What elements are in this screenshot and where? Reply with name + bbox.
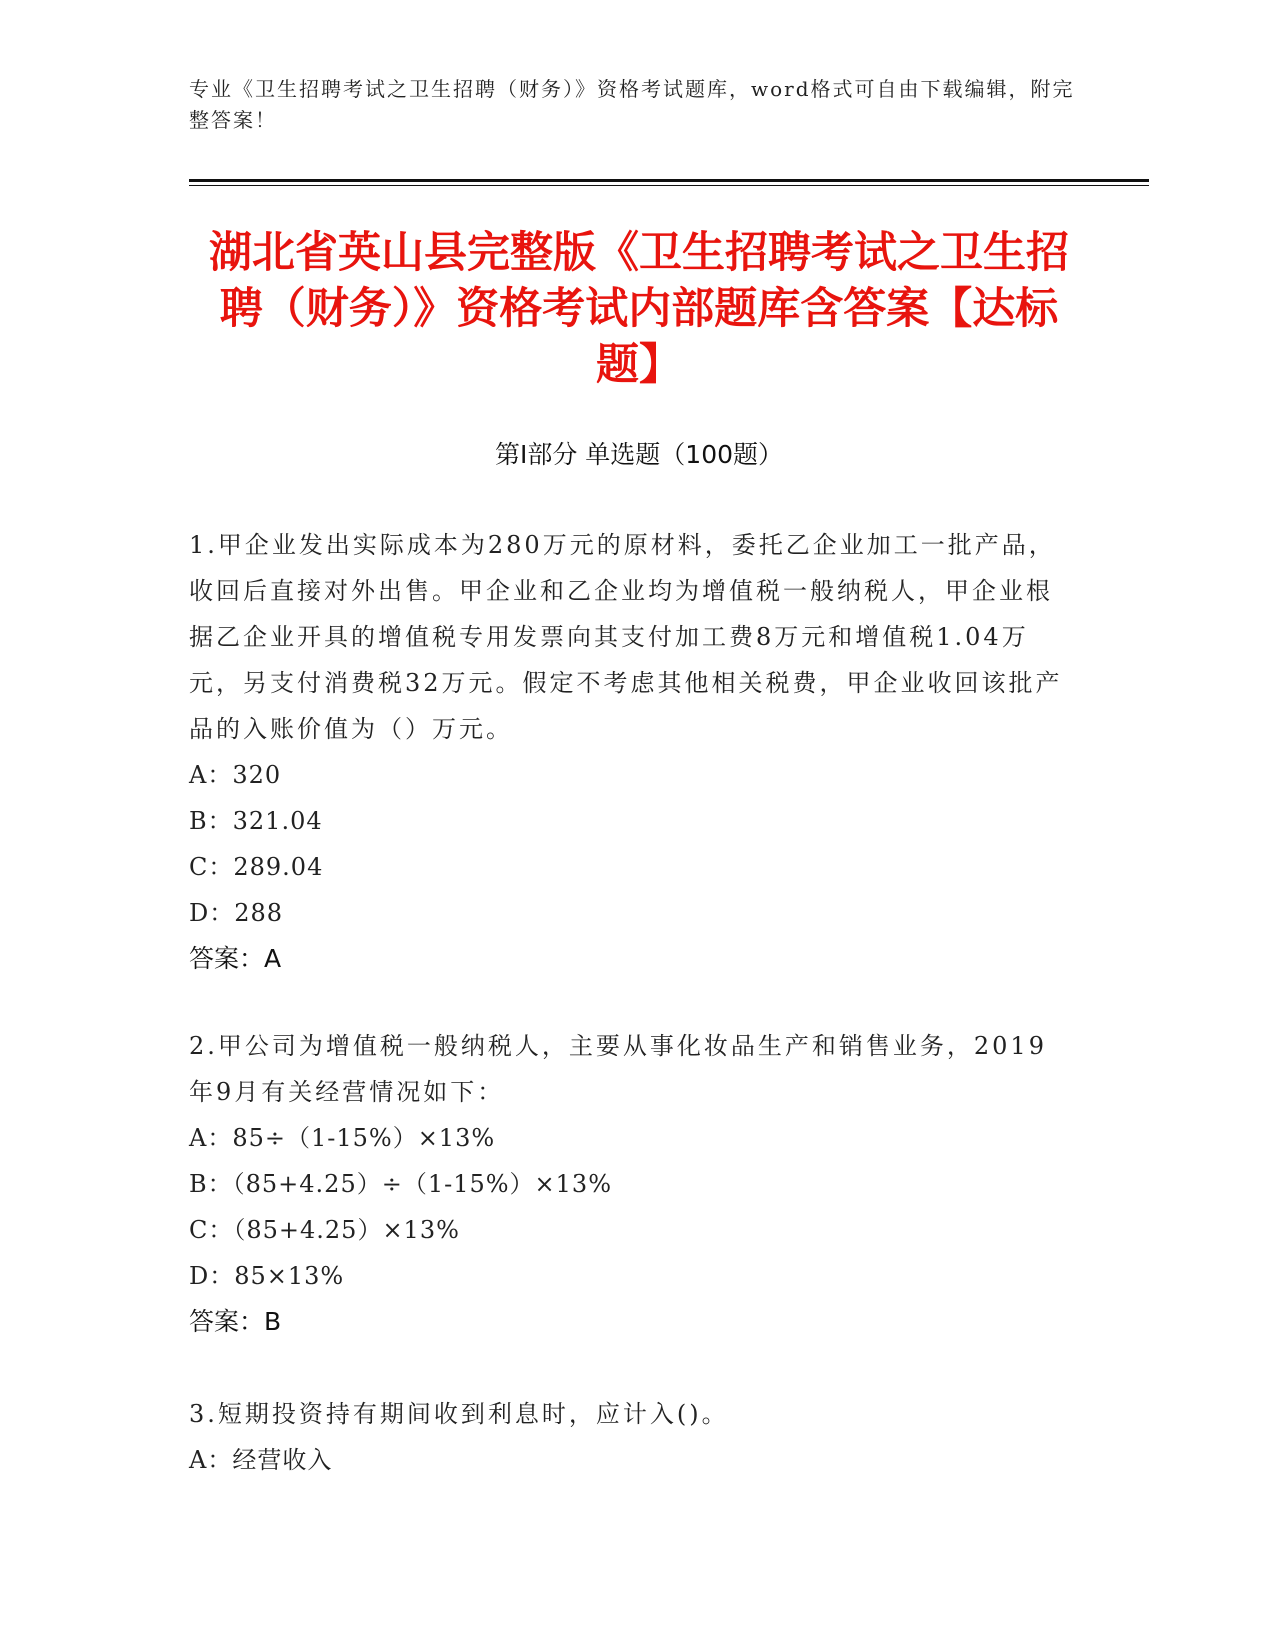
header-divider-thick	[189, 179, 1149, 182]
option-a: A：320	[189, 761, 282, 789]
option-b: B：（85+4.25）÷（1-15%）×13%	[189, 1170, 613, 1198]
header-note: 专业《卫生招聘考试之卫生招聘（财务）》资格考试题库，word格式可自由下载编辑，附完整答案！	[189, 77, 1075, 132]
option-a: A：经营收入	[189, 1446, 333, 1474]
question-stem: 1.甲企业发出实际成本为280万元的原材料，委托乙企业加工一批产品，收回后直接对外出售。甲企业和乙企业均为增值税一般纳税人，甲企业根据乙企业开具的增值税专用发票向其支付加工费8万元和增值税1.04万元，另支付消费税32万元。假定不考虑其他相关税费，甲企业收回该批产品的入账价值为（）万元。	[189, 531, 1063, 743]
option-c: C：（85+4.25）×13%	[189, 1216, 460, 1244]
header-divider-thin	[189, 185, 1149, 186]
option-b: B：321.04	[189, 807, 323, 835]
answer-line: 答案：A	[189, 944, 282, 973]
question-stem: 3.短期投资持有期间收到利息时，应计入()。	[189, 1400, 729, 1428]
option-a: A：85÷（1-15%）×13%	[189, 1124, 496, 1152]
question-3	[189, 1391, 1064, 1483]
document-title: 湖北省英山县完整版《卫生招聘考试之卫生招聘（财务）》资格考试内部题库含答案【达标题】	[209, 228, 1069, 390]
option-d: D：85×13%	[189, 1262, 345, 1290]
section-heading: 第I部分 单选题（100题）	[494, 440, 784, 469]
question-1	[189, 522, 1064, 982]
option-c: C：289.04	[189, 853, 324, 881]
option-d: D：288	[189, 899, 284, 927]
answer-line: 答案：B	[189, 1307, 282, 1336]
question-2	[189, 1023, 1064, 1345]
question-stem: 2.甲公司为增值税一般纳税人，主要从事化妆品生产和销售业务，2019年9月有关经营情况如下：	[189, 1032, 1047, 1106]
